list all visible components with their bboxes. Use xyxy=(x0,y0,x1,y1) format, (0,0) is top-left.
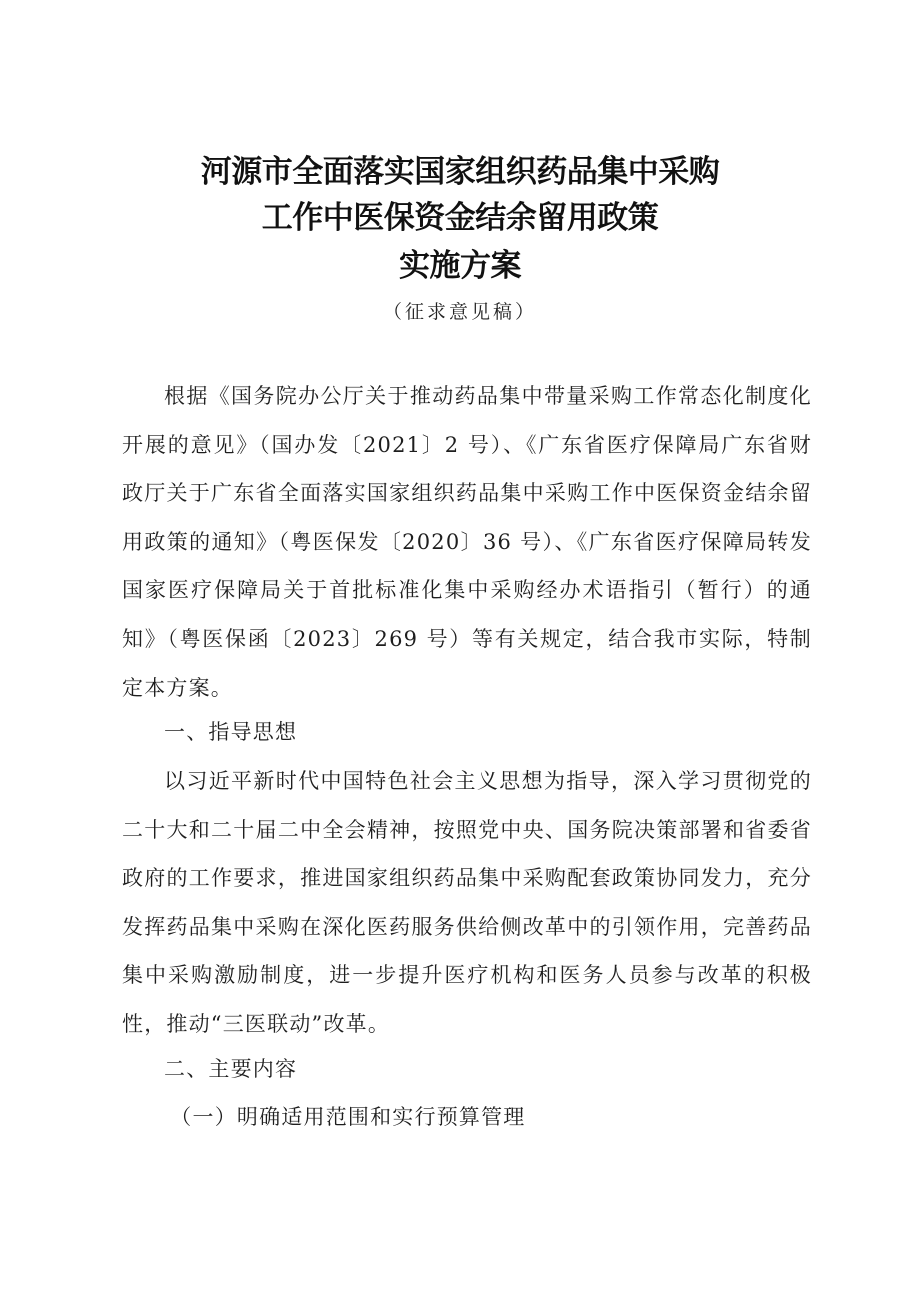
title-line-1: 河源市全面落实国家组织药品集中采购 xyxy=(200,154,720,190)
section-heading-guiding-ideology: 一、指导思想 xyxy=(164,720,298,744)
draft-subtitle: （征求意见稿） xyxy=(382,301,537,323)
subsection-heading-scope-budget: （一）明确适用范围和实行预算管理 xyxy=(170,1105,526,1129)
section-heading-main-content: 二、主要内容 xyxy=(164,1057,298,1081)
title-line-3: 实施方案 xyxy=(399,248,521,284)
title-line-2: 工作中医保资金结余留用政策 xyxy=(261,200,659,236)
intro-paragraph: 根据《国务院办公厅关于推动药品集中带量采购工作常态化制度化开展的意见》（国办发〔2021〕2 号）、《广东省医疗保障局广东省财政厅关于广东省全面落实国家组织药品集中采购工作中医保资金结余留用政策的通知》（粤医保发〔2020〕36 号）、《广东省医疗保障局转发国家医疗保障局关于首批标准化集中采购经办术语指引（暂行）的通知》（粤医保函〔2023〕269 号）等有关规定，结合我市实际，特制定本方案。 xyxy=(122,384,812,700)
guiding-ideology-paragraph: 以习近平新时代中国特色社会主义思想为指导，深入学习贯彻党的二十大和二十届二中全会精神，按照党中央、国务院决策部署和省委省政府的工作要求，推进国家组织药品集中采购配套政策协同发力，充分发挥药品集中采购在深化医药服务供给侧改革中的引领作用，完善药品集中采购激励制度，进一步提升医疗机构和医务人员参与改革的积极性，推动“三医联动”改革。 xyxy=(122,769,812,1036)
